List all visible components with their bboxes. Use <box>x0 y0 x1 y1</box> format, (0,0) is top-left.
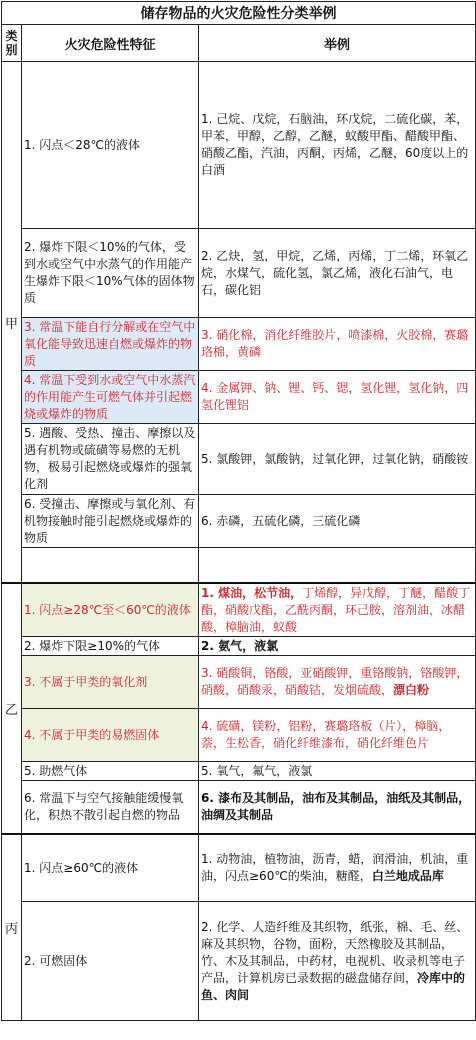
example-cell <box>199 656 476 709</box>
category-bing: 丙 <box>2 834 22 1021</box>
example-cell: 4. 金属钾、钠、锂、钙、锶，氢化锂，氢化钠，四氢化锂铝 <box>199 371 476 424</box>
example-cell: 2. 乙炔，氢，甲烷，乙烯，丙烯，丁二烯，环氧乙烷，水煤气，硫化氢，氯乙烯，液化石油气，电石，碳化铝 <box>199 229 476 318</box>
feature-cell: 1. 闪点≥60℃的液体 <box>22 834 199 902</box>
feature-cell: 6. 受撞击、摩擦或与氧化剂、有机物接触时能引起燃烧或爆炸的物质 <box>22 495 199 548</box>
table-row <box>2 583 476 637</box>
feature-cell: 2. 可燃固体 <box>22 902 199 1021</box>
feature-cell: 4. 常温下受到水或空气中水蒸汽的作用能产生可燃气体并引起燃烧或爆炸的物质 <box>22 371 199 424</box>
table-row <box>2 781 476 835</box>
example-bold-text: 1. 煤油，松节油， <box>201 585 303 600</box>
table-row <box>2 424 476 495</box>
example-bold-text: 白兰地成品库 <box>371 869 444 883</box>
header-row <box>2 25 476 62</box>
feature-cell: 3. 不属于甲类的氧化剂 <box>22 656 199 709</box>
page-title: 储存物品的火灾危险性分类举例 <box>2 2 476 25</box>
example-text: 丁烯醇，异戊醇，丁醚，醋酸丁酯，硝酸戊酯，乙酰丙酮，环己胺，溶剂油，冰醋酸，樟脑油，蚁酸 <box>201 585 471 634</box>
hazard-table <box>1 1 476 1021</box>
example-text: 3. 硝酸铜，铬酸，亚硝酸钾，重铬酸钠，铬酸钾，硝酸，硝酸汞，硝酸钴，发烟硫酸， <box>201 666 469 697</box>
feature-cell: 4. 不属于甲类的易燃固体 <box>22 709 199 762</box>
table-row <box>2 834 476 902</box>
table-row <box>2 495 476 548</box>
classification-sheet <box>1 1 475 1021</box>
feature-cell: 5. 助燃气体 <box>22 762 199 781</box>
example-cell <box>199 902 476 1021</box>
table-row <box>2 656 476 709</box>
example-bold-text: 漂白粉 <box>393 683 430 697</box>
header-feature: 火灾危险性特征 <box>22 25 199 62</box>
table-row <box>2 371 476 424</box>
blank-cell <box>22 548 199 584</box>
blank-row <box>2 548 476 584</box>
table-row <box>2 709 476 762</box>
feature-cell: 5. 遇酸、受热、撞击、摩擦以及遇有机物或硫磺等易燃的无机物，极易引起燃烧或爆炸的强氧化剂 <box>22 424 199 495</box>
table-row <box>2 762 476 781</box>
example-cell <box>199 834 476 902</box>
feature-cell: 2. 爆炸下限＜10%的气体，受到水或空气中水蒸气的作用能产生爆炸下限＜10%气体的固体物质 <box>22 229 199 318</box>
category-jia: 甲 <box>2 62 22 584</box>
table-row <box>2 229 476 318</box>
title-row <box>2 2 476 25</box>
example-cell: 3. 硝化棉，消化纤维胶片，喷漆棉，火胶棉，赛璐珞棉，黄磷 <box>199 318 476 371</box>
example-cell: 5. 氯酸钾，氯酸钠，过氧化钾，过氧化钠，硝酸铵 <box>199 424 476 495</box>
feature-cell: 3. 常温下能自行分解或在空气中氧化能导致迅速自燃或爆炸的物质 <box>22 318 199 371</box>
feature-cell: 1. 闪点＜28℃的液体 <box>22 62 199 229</box>
feature-cell: 6. 常温下与空气接触能缓慢氧化，积热不散引起自燃的物品 <box>22 781 199 835</box>
blank-cell <box>199 548 476 584</box>
example-cell: 4. 硫磺，镁粉，铝粉，赛璐珞板（片），樟脑，萘，生松香，硝化纤维漆布，硝化纤维色片 <box>199 709 476 762</box>
example-cell: 5. 氧气，氟气，液氯 <box>199 762 476 781</box>
feature-cell: 2. 爆炸下限≥10%的气体 <box>22 637 199 656</box>
table-row <box>2 902 476 1021</box>
table-row <box>2 637 476 656</box>
feature-cell: 1. 闪点≥28℃至＜60℃的液体 <box>22 583 199 637</box>
example-cell: 2. 氨气，液氯 <box>199 637 476 656</box>
table-row <box>2 318 476 371</box>
example-cell: 1. 己烷、戊烷，石脑油，环戊烷，二硫化碳，苯，甲苯，甲醇，乙醇，乙醚，蚁酸甲酯、醋酸甲酯、硝酸乙酯，汽油，丙酮，丙烯，乙醚，60度以上的白酒 <box>199 62 476 229</box>
example-bold-text: 冷库中的鱼、肉间 <box>201 970 466 1002</box>
category-yi: 乙 <box>2 583 22 834</box>
example-cell: 6. 赤磷，五硫化磷，三硫化磷 <box>199 495 476 548</box>
example-cell: 6. 漆布及其制品，油布及其制品，油纸及其制品，油绸及其制品 <box>199 781 476 835</box>
table-row <box>2 62 476 229</box>
header-example: 举例 <box>199 25 476 62</box>
header-category: 类别 <box>2 25 22 62</box>
example-cell <box>199 583 476 637</box>
example-text: 2. 化学、人造纤维及其织物，纸张，棉、毛、丝、麻及其织物，谷物，面粉，天然橡胶及其制品，竹、木及其制品，中药材，电视机、收录机等电子产品，计算机房已录数据的磁盘储存间， <box>201 919 469 985</box>
example-text: 1. 动物油，植物油，沥青，蜡，润滑油，机油，重油，闪点≥60℃的柴油，糖醛， <box>201 852 469 883</box>
